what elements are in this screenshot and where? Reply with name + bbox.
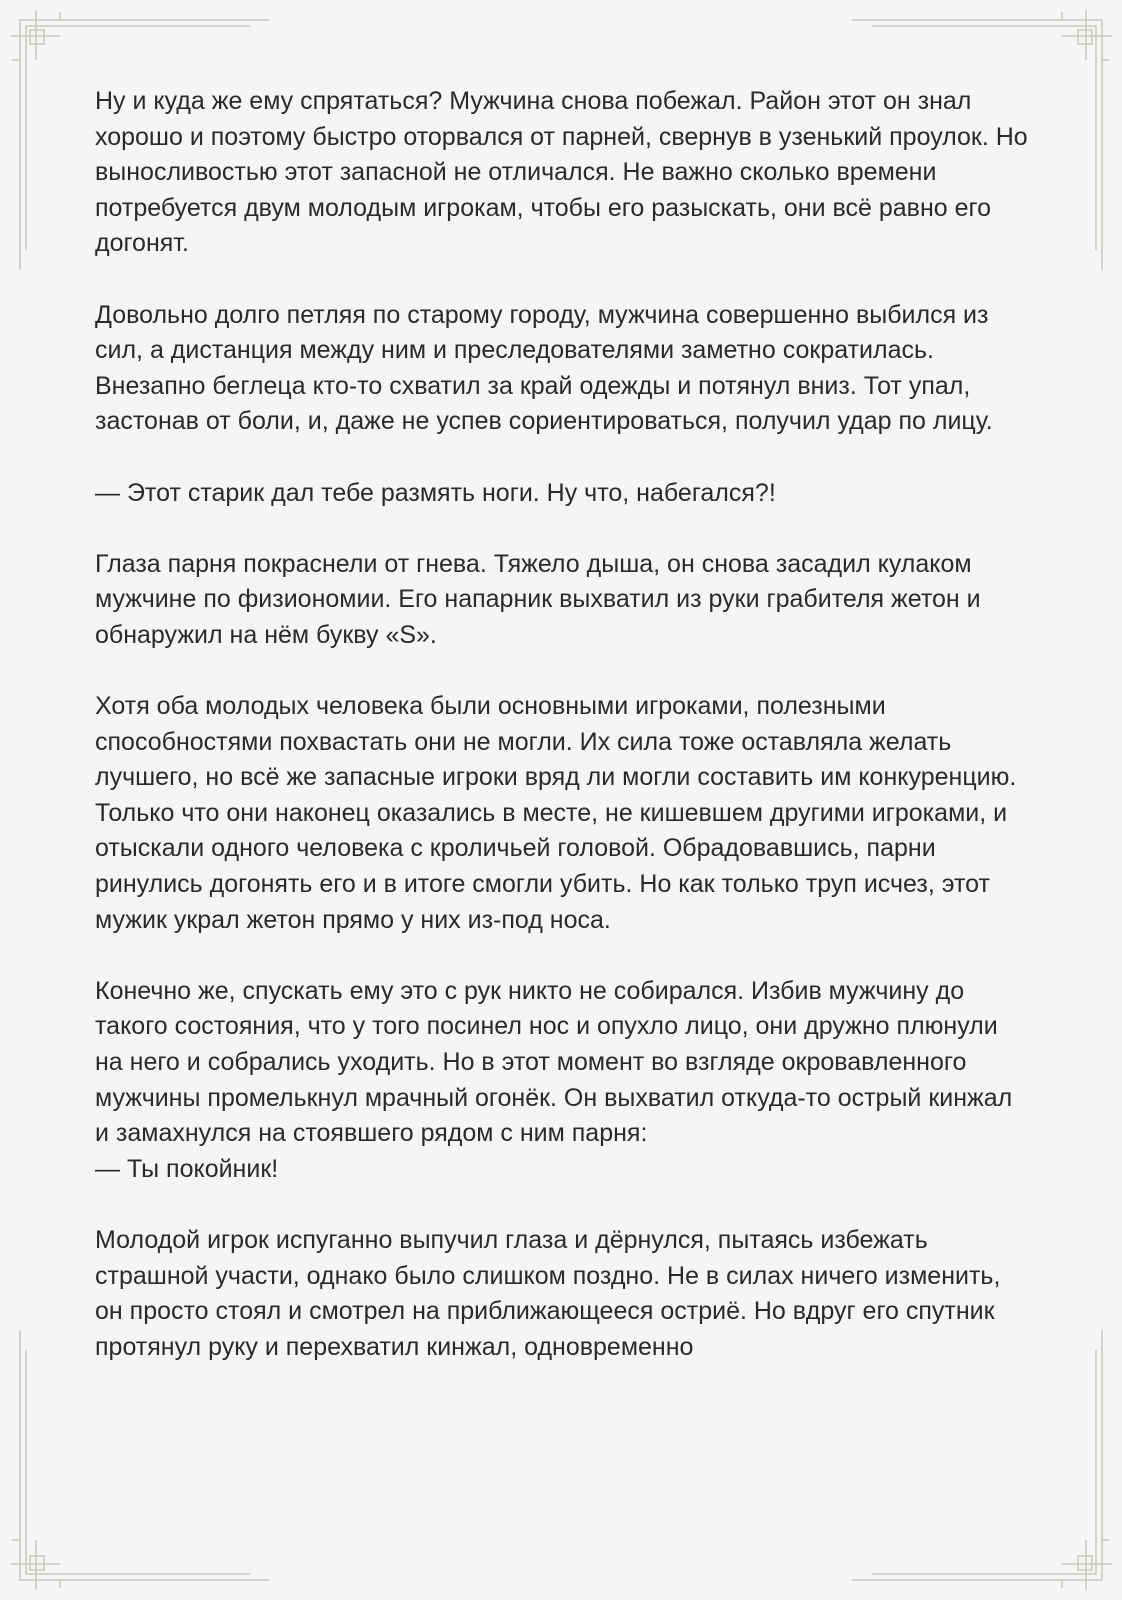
paragraph-5: Хотя оба молодых человека были основными игроками, полезными способностями похвастать они не могли. Их сила тоже оставляла желать лучшего, но всё же запасные игроки вряд ли могли составить им конкуренцию. Только что они наконец оказались в месте, не кишевшем другими игроками, и отыскали одного человека с кроличьей головой. Обрадовавшись, парни ринулись догонять его и в итоге смогли убить. Но как только труп исчез, этот мужик украл жетон прямо у них из-под носа.: [95, 692, 1017, 934]
paragraph-4: Глаза парня покраснели от гнева. Тяжело дыша, он снова засадил кулаком мужчине по физиономии. Его напарник выхватил из руки грабителя жетон и обнаружил на нём букву «S».: [95, 549, 981, 649]
paragraph-7: — Ты покойник!: [95, 1154, 279, 1183]
paragraph-2: Довольно долго петляя по старому городу, мужчина совершенно выбился из сил, а дистанция между ним и преследователями заметно сократилась. Внезапно беглеца кто-то схватил за край одежды и потянул вниз. Тот упал, застонав от боли, и, даже не успев сориентироваться, получил удар по лицу.: [95, 300, 993, 436]
body-text: [95, 84, 1030, 1401]
paragraph-1: Ну и куда же ему спрятаться? Мужчина снова побежал. Район этот он знал хорошо и поэтому быстро оторвался от парней, свернув в узенький проулок. Но выносливостью этот запасной не отличался. Не важно сколько времени потребуется двум молодым игрокам, чтобы его разыскать, они всё равно его догонят.: [95, 87, 1028, 258]
paragraph-3: — Этот старик дал тебе размять ноги. Ну что, набегался?!: [95, 478, 776, 507]
paragraph-6: Конечно же, спускать ему это с рук никто не собирался. Избив мужчину до такого состояния, что у того посинел нос и опухло лицо, они дружно плюнули на него и собрались уходить. Но в этот момент во взгляде окровавленного мужчины промелькнул мрачный огонёк. Он выхватил откуда-то острый кинжал и замахнулся на стоявшего рядом с ним парня:: [95, 976, 1013, 1148]
paragraph-8: Молодой игрок испуганно выпучил глаза и дёрнулся, пытаясь избежать страшной участи, однако было слишком поздно. Не в силах ничего изменить, он просто стоял и смотрел на приближающееся остриё. Но вдруг его спутник протянул руку и перехватил кинжал, одновременно: [95, 1226, 1001, 1361]
